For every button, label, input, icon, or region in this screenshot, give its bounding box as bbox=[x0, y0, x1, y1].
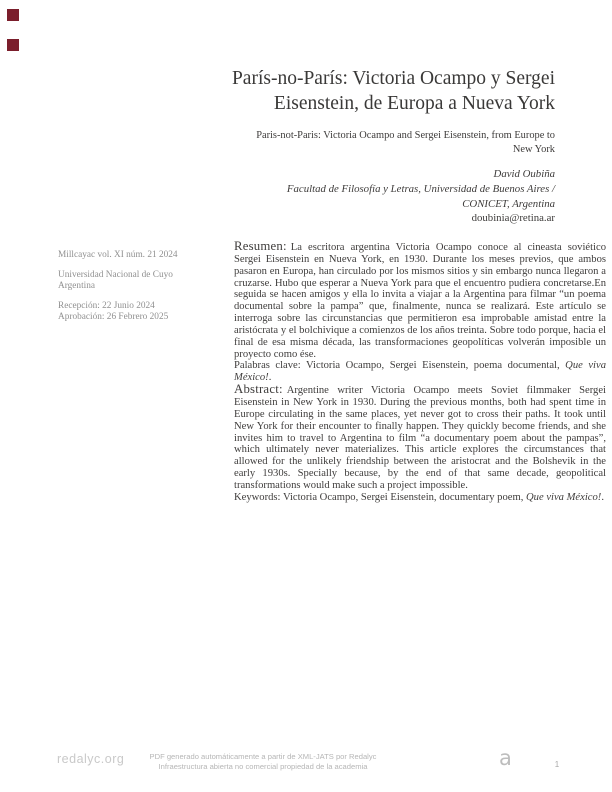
article-subtitle-line2: New York bbox=[512, 143, 555, 155]
keywords-spanish bbox=[234, 360, 606, 384]
publisher-institution: Universidad Nacional de Cuyo bbox=[58, 270, 173, 280]
page-number: 1 bbox=[554, 760, 560, 769]
article-title-spanish bbox=[120, 66, 555, 116]
abstract-english-label: Abstract: bbox=[234, 382, 283, 397]
redalyc-logo: redalyc.org bbox=[57, 752, 125, 766]
article-title-line1: París-no-París: Victoria Ocampo y Sergei bbox=[231, 68, 555, 89]
keywords-english bbox=[234, 492, 606, 504]
author-affiliation-line2: CONICET, Argentina bbox=[462, 197, 555, 210]
journal-volume-line: Millcayac vol. XI núm. 21 2024 bbox=[58, 250, 178, 260]
journal-metadata-sidebar bbox=[58, 250, 218, 332]
article-title-line2: Eisenstein, de Europa a Nueva York bbox=[273, 93, 555, 114]
keywords-spanish-label: Palabras clave: bbox=[234, 360, 301, 372]
keywords-spanish-italic-term: Que viva México! bbox=[234, 360, 606, 384]
author-name: David Oubiña bbox=[493, 168, 555, 180]
article-subtitle-line1: Paris-not-Paris: Victoria Ocampo and Sergei Eisenstein, from Europe to bbox=[256, 130, 555, 141]
abstract-spanish bbox=[234, 241, 606, 360]
open-access-icon: a bbox=[499, 746, 512, 770]
article-title-english bbox=[150, 129, 555, 156]
abstract-spanish-label: Resumen: bbox=[234, 239, 287, 253]
keywords-english-list: Victoria Ocampo, Sergei Eisenstein, documentary poem, bbox=[280, 491, 527, 503]
reception-date: Recepción: 22 Junio 2024 bbox=[58, 301, 155, 311]
footer-note-line2: Infraestructura abierta no comercial propiedad de la academia bbox=[158, 762, 368, 771]
abstract-english-text: Argentine writer Victoria Ocampo meets Soviet filmmaker Sergei Eisenstein in New York in 1930. During the previous months, both had spent time in Europe circulating in the same places, yet never got to cross their paths. It took until New York for their encounter to finally happen. They quickly become friends, and she invites him to travel to Argentina to film “a documentary poem about the pampas”, which ultimately never materializes. This article explores the circumstances that allowed for the unlikely friendship between the aristocrat and the Bolshevik in the early 1930s. Specially because, by the end of that same decade, geopolitical transformations would make such a project impossible. bbox=[234, 385, 606, 491]
abstract-spanish-text: La escritora argentina Victoria Ocampo conoce al cineasta soviético Sergei Eisenstein en Nueva York, en 1930. Durante los meses previos, que ambos pasaron en Europa, han circulado por los mismos sitios y sin embargo nunca llegaron a cruzarse. Hubo que esperar a Nueva York para que el encuentro pudiera concretarse.En seguida se hacen amigos y ella lo invita a viajar a la Argentina para filmar “un poema documental sobre la pampa” que, finalmente, nunca se realizará. Este artículo se interroga sobre las circunstancias que permitieron esa improbable amistad entre la aristócrata y el bolchivique a comienzos de los años treinta. Sobre todo porque, hacia el final de esa misma década, las transformaciones geopolíticas volverán imposible un proyecto como ése. bbox=[234, 242, 606, 360]
keywords-spanish-list: Victoria Ocampo, Sergei Eisenstein, poema documental, bbox=[300, 360, 566, 372]
approval-date: Aprobación: 26 Febrero 2025 bbox=[58, 312, 169, 322]
journal-color-mark-top bbox=[7, 9, 19, 21]
keywords-english-period: . bbox=[601, 491, 604, 503]
abstracts-column bbox=[234, 241, 606, 504]
author-block bbox=[200, 167, 555, 226]
author-affiliation-line1: Facultad de Filosofía y Letras, Universidad de Buenos Aires / bbox=[286, 182, 555, 195]
journal-color-mark-bottom bbox=[7, 39, 19, 51]
keywords-spanish-period: . bbox=[268, 372, 272, 384]
abstract-english bbox=[234, 384, 606, 492]
keywords-english-label: Keywords: bbox=[234, 491, 281, 503]
footer-note-line1: PDF generado automáticamente a partir de XML-JATS por Redalyc bbox=[149, 752, 377, 761]
author-email: doubinia@retina.ar bbox=[471, 212, 555, 225]
publisher-country: Argentina bbox=[58, 281, 96, 291]
footer-generation-note bbox=[110, 752, 416, 772]
keywords-english-italic-term: Que viva México! bbox=[526, 491, 602, 503]
